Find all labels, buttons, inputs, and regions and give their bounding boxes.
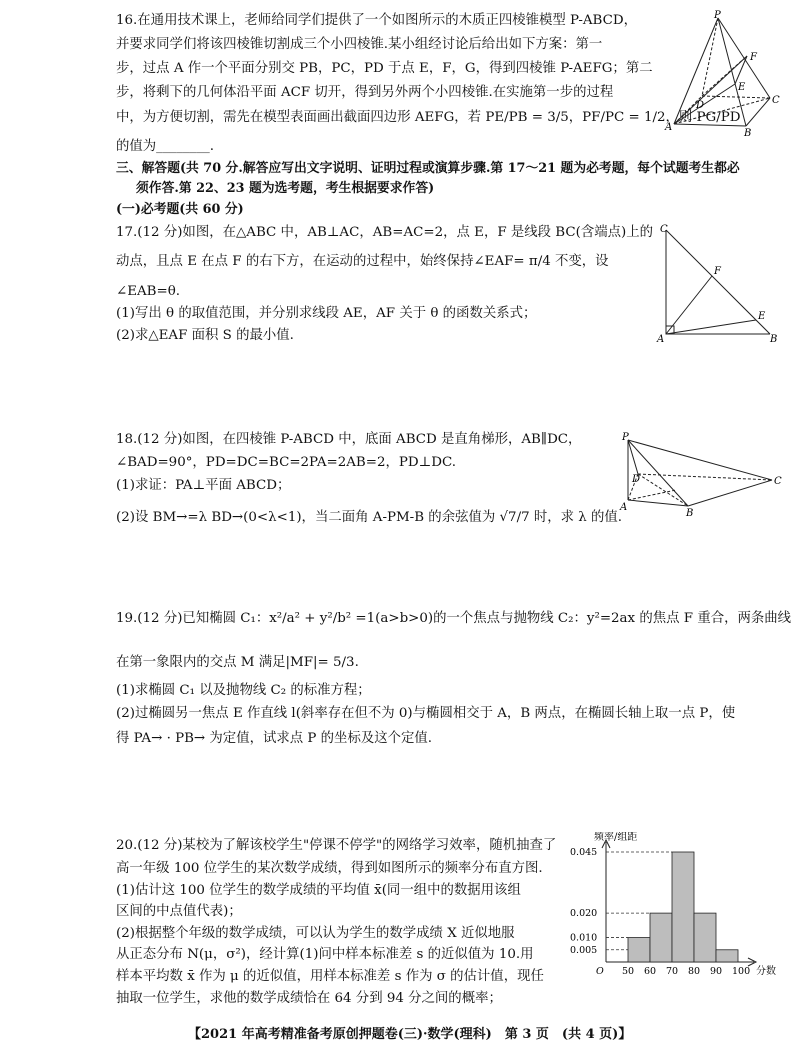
histogram-xtick: 70 — [666, 966, 679, 977]
q20-line-4: 区间的中点值代表)； — [116, 904, 242, 919]
histogram-bar-90-100 — [716, 950, 738, 962]
histogram-bar-50-60 — [628, 938, 650, 962]
label-C: C — [774, 476, 782, 487]
label-F: F — [750, 52, 757, 63]
label-C: C — [772, 95, 780, 106]
trapezoid-pyramid-figure — [616, 430, 786, 522]
histogram-xtick: 50 — [622, 966, 635, 977]
q16-line-6: 的值为________. — [116, 139, 214, 154]
q16-line-3: 步，过点 A 作一个平面分别交 PB，PC，PD 于点 E，F，G，得到四棱锥 P-AEFG；第二 — [116, 61, 653, 76]
section3-sub: (一)必考题(共 60 分) — [116, 202, 244, 217]
q20-line-1: 20.(12 分)某校为了解该校学生"停课不停学"的网络学习效率，随机抽查了 — [116, 838, 557, 853]
q17-line-2: 动点，且点 E 在点 F 的右下方，在运动的过程中，始终保持∠EAF= π/4 不变，设 — [116, 254, 609, 269]
q20-line-3: (1)估计这 100 位学生的数学成绩的平均值 x̄(同一组中的数据用该组 — [116, 883, 521, 898]
q19-line-3: (1)求椭圆 C₁ 以及抛物线 C₂ 的标准方程； — [116, 683, 371, 698]
histogram-xtick: 80 — [688, 966, 701, 977]
label-P: P — [622, 432, 629, 443]
histogram-xtick: 60 — [644, 966, 657, 977]
histogram-ylabel: 频率/组距 — [594, 832, 638, 843]
q19-line-2: 在第一象限内的交点 M 满足|MF|= 5/3. — [116, 655, 359, 670]
label-D: D — [632, 474, 641, 485]
q20-line-2: 高一年级 100 位学生的某次数学成绩，得到如图所示的频率分布直方图. — [116, 861, 543, 876]
section3-heading-2: 须作答.第 22、23 题为选考题，考生根据要求作答) — [136, 181, 435, 196]
histogram-bar-70-80 — [672, 852, 694, 962]
histogram-bar-60-70 — [650, 913, 672, 962]
histogram-xlabel: 分数 — [756, 966, 776, 977]
q17-line-3: ∠EAB=θ. — [116, 284, 181, 299]
histogram-xtick: O — [596, 966, 604, 977]
q19-line-5: 得 PA→ · PB→ 为定值，试求点 P 的坐标及这个定值. — [116, 731, 433, 746]
q20-line-8: 抽取一位学生，求他的数学成绩恰在 64 分到 94 分之间的概率； — [116, 991, 502, 1006]
histogram-ytick: 0.005 — [570, 944, 598, 956]
q18-line-4: (2)设 BM→=λ BD→(0<λ<1)，当二面角 A-PM-B 的余弦值为 √7/7 时，求 λ 的值. — [116, 510, 623, 525]
q20-line-7: 样本平均数 x̄ 作为 μ 的近似值，用样本标准差 s 作为 σ 的估计值，现任 — [116, 969, 544, 984]
histogram-ytick: 0.010 — [570, 932, 598, 944]
q19-line-4: (2)过椭圆另一焦点 E 作直线 l(斜率存在但不为 0)与椭圆相交于 A，B 两点，在椭圆长轴上取一点 P，使 — [116, 706, 736, 721]
label-D: D — [696, 100, 705, 111]
q16-line-2: 并要求同学们将该四棱锥切割成三个小四棱锥.某小组经讨论后给出如下方案：第一 — [116, 37, 603, 52]
q16-line-4: 步，将剩下的几何体沿平面 ACF 切开，得到另外两个小四棱锥.在实施第一步的过程 — [116, 85, 614, 100]
frequency-histogram — [566, 832, 786, 978]
label-E: E — [758, 311, 766, 322]
triangle-figure — [654, 222, 784, 346]
page-footer: 【2021 年高考精准备考原创押题卷(三)·数学(理科) 第 3 页 (共 4 页)】 — [188, 1027, 632, 1042]
q16-line-1: 16.在通用技术课上，老师给同学们提供了一个如图所示的木质正四棱锥模型 P-ABCD， — [116, 13, 637, 28]
label-A: A — [657, 334, 665, 345]
label-B: B — [770, 334, 778, 345]
q16-line-5: 中，为方便切割，需先在模型表面画出截面四边形 AEFG，若 PE/PB = 3/5，PF/PC = 1/2，则 PG/PD — [116, 110, 741, 125]
label-B: B — [744, 128, 752, 138]
label-A: A — [665, 122, 673, 133]
label-B: B — [686, 508, 694, 519]
label-F: F — [714, 266, 721, 277]
histogram-ytick: 0.020 — [570, 908, 598, 920]
label-E: E — [738, 82, 746, 93]
q20-line-6: 从正态分布 N(μ，σ²)，经计算(1)问中样本标准差 s 的近似值为 10.用 — [116, 947, 534, 962]
histogram-xtick: 100 — [732, 966, 751, 977]
histogram-ytick: 0.045 — [570, 847, 598, 858]
q17-line-1: 17.(12 分)如图，在△ABC 中，AB⊥AC，AB=AC=2，点 E，F 是线段 BC(含端点)上的 — [116, 225, 654, 240]
q19-line-1: 19.(12 分)已知椭圆 C₁：x²/a² + y²/b² =1(a>b>0)的一个焦点与抛物线 C₂：y²=2ax 的焦点 F 重合，两条曲线 — [116, 611, 792, 626]
q20-line-5: (2)根据整个年级的数学成绩，可以认为学生的数学成绩 X 近似地服 — [116, 926, 515, 941]
section3-heading: 三、解答题(共 70 分.解答应写出文字说明、证明过程或演算步骤.第 17～21 题为必考题，每个试题考生都必 — [116, 161, 740, 176]
q18-line-1: 18.(12 分)如图，在四棱锥 P-ABCD 中，底面 ABCD 是直角梯形，AB∥DC， — [116, 432, 582, 447]
histogram-bar-80-90 — [694, 913, 716, 962]
q18-line-3: (1)求证：PA⊥平面 ABCD； — [116, 478, 291, 493]
pyramid-figure — [662, 10, 784, 138]
q17-line-4: (1)写出 θ 的取值范围，并分别求线段 AE，AF 关于 θ 的函数关系式； — [116, 306, 537, 321]
label-C: C — [660, 224, 668, 235]
label-P: P — [714, 10, 721, 21]
histogram-xtick: 90 — [710, 966, 723, 977]
label-A: A — [620, 502, 628, 513]
q18-line-2: ∠BAD=90°，PD=DC=BC=2PA=2AB=2，PD⊥DC. — [116, 455, 456, 470]
q17-line-5: (2)求△EAF 面积 S 的最小值. — [116, 328, 294, 343]
